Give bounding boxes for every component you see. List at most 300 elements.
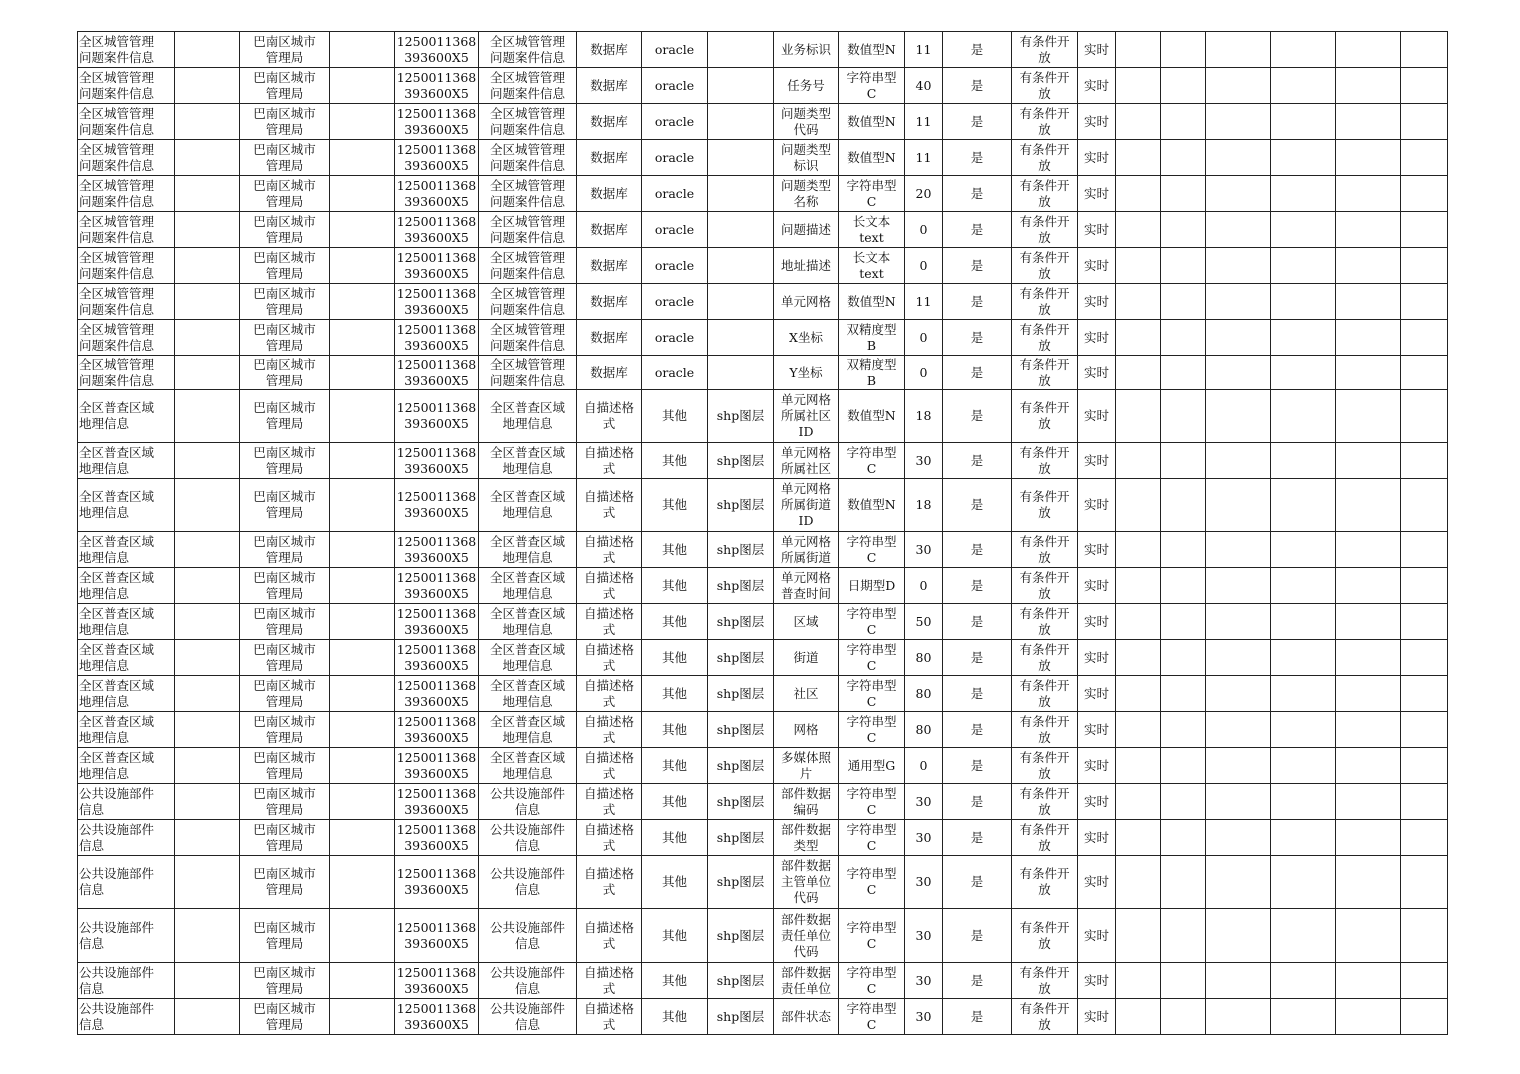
table-cell bbox=[175, 140, 240, 176]
table-cell bbox=[1336, 676, 1401, 712]
table-cell bbox=[1336, 248, 1401, 284]
table-cell: 有条件开 放 bbox=[1012, 176, 1078, 212]
table-cell bbox=[1116, 140, 1161, 176]
table-row bbox=[78, 140, 1448, 176]
table-cell bbox=[1336, 212, 1401, 248]
table-cell: 1250011368 393600X5 bbox=[395, 443, 479, 479]
table-cell bbox=[175, 479, 240, 532]
table-cell: 实时 bbox=[1078, 104, 1116, 140]
table-cell: 有条件开 放 bbox=[1012, 532, 1078, 568]
table-cell bbox=[1401, 532, 1448, 568]
table-cell: 有条件开 放 bbox=[1012, 820, 1078, 856]
table-cell: 全区城管管理 问题案件信息 bbox=[479, 320, 577, 356]
table-cell bbox=[175, 909, 240, 963]
table-cell: 问题类型 名称 bbox=[774, 176, 839, 212]
table-cell: 1250011368 393600X5 bbox=[395, 176, 479, 212]
table-cell: 巴南区城市 管理局 bbox=[240, 712, 330, 748]
table-cell bbox=[1401, 68, 1448, 104]
table-cell bbox=[1336, 856, 1401, 909]
table-cell: 实时 bbox=[1078, 32, 1116, 68]
table-cell: 全区城管管理 问题案件信息 bbox=[78, 248, 175, 284]
table-cell bbox=[1401, 390, 1448, 443]
table-cell bbox=[708, 356, 774, 390]
table-cell bbox=[330, 479, 395, 532]
table-cell: shp图层 bbox=[708, 820, 774, 856]
table-cell: 80 bbox=[905, 640, 943, 676]
table-cell bbox=[1161, 176, 1206, 212]
table-cell bbox=[1401, 176, 1448, 212]
table-cell bbox=[1206, 284, 1271, 320]
table-cell: 全区普查区域 地理信息 bbox=[479, 568, 577, 604]
table-cell: 巴南区城市 管理局 bbox=[240, 748, 330, 784]
table-cell: 11 bbox=[905, 32, 943, 68]
table-cell: 字符串型 C bbox=[839, 909, 905, 963]
table-cell bbox=[175, 604, 240, 640]
table-cell: shp图层 bbox=[708, 443, 774, 479]
table-cell bbox=[1161, 212, 1206, 248]
table-cell: 巴南区城市 管理局 bbox=[240, 479, 330, 532]
table-cell: 实时 bbox=[1078, 320, 1116, 356]
table-cell: 18 bbox=[905, 479, 943, 532]
table-cell: shp图层 bbox=[708, 856, 774, 909]
table-cell: 有条件开 放 bbox=[1012, 68, 1078, 104]
table-row bbox=[78, 248, 1448, 284]
table-cell: 问题类型 代码 bbox=[774, 104, 839, 140]
table-cell: 部件数据 责任单位 bbox=[774, 963, 839, 999]
table-cell: 其他 bbox=[642, 604, 708, 640]
table-cell: 自描述格 式 bbox=[577, 712, 642, 748]
table-cell: 是 bbox=[943, 963, 1012, 999]
table-cell bbox=[175, 963, 240, 999]
table-cell: 有条件开 放 bbox=[1012, 712, 1078, 748]
table-cell: 公共设施部件 信息 bbox=[78, 999, 175, 1035]
table-cell: 其他 bbox=[642, 532, 708, 568]
table-cell bbox=[1271, 248, 1336, 284]
table-cell bbox=[1206, 999, 1271, 1035]
table-cell bbox=[1116, 104, 1161, 140]
table-cell bbox=[1336, 784, 1401, 820]
table-cell: 30 bbox=[905, 999, 943, 1035]
table-cell bbox=[1336, 356, 1401, 390]
table-cell: 实时 bbox=[1078, 748, 1116, 784]
table-cell: 单元网格 所属街道 bbox=[774, 532, 839, 568]
table-body bbox=[78, 32, 1448, 1035]
table-cell: 全区普查区域 地理信息 bbox=[479, 390, 577, 443]
table-cell: 1250011368 393600X5 bbox=[395, 356, 479, 390]
table-cell bbox=[330, 784, 395, 820]
table-row bbox=[78, 443, 1448, 479]
table-row bbox=[78, 32, 1448, 68]
table-cell bbox=[175, 212, 240, 248]
table-cell: 是 bbox=[943, 640, 1012, 676]
table-cell: 是 bbox=[943, 748, 1012, 784]
table-cell bbox=[1206, 140, 1271, 176]
table-cell: 数据库 bbox=[577, 212, 642, 248]
table-cell bbox=[330, 140, 395, 176]
table-cell bbox=[1206, 248, 1271, 284]
table-cell: 巴南区城市 管理局 bbox=[240, 999, 330, 1035]
table-cell: 巴南区城市 管理局 bbox=[240, 390, 330, 443]
table-cell bbox=[1206, 443, 1271, 479]
table-cell: 是 bbox=[943, 176, 1012, 212]
table-cell bbox=[1116, 640, 1161, 676]
table-cell: 1250011368 393600X5 bbox=[395, 320, 479, 356]
table-cell bbox=[1271, 443, 1336, 479]
table-cell: 1250011368 393600X5 bbox=[395, 479, 479, 532]
table-cell bbox=[1336, 68, 1401, 104]
table-cell: 字符串型 C bbox=[839, 676, 905, 712]
table-cell: 部件数据 主管单位 代码 bbox=[774, 856, 839, 909]
table-cell: 是 bbox=[943, 479, 1012, 532]
table-cell bbox=[1206, 748, 1271, 784]
table-cell bbox=[1271, 820, 1336, 856]
table-cell: 公共设施部件 信息 bbox=[479, 820, 577, 856]
table-row bbox=[78, 856, 1448, 909]
table-cell bbox=[1336, 532, 1401, 568]
table-cell bbox=[708, 212, 774, 248]
table-row bbox=[78, 820, 1448, 856]
table-cell bbox=[1161, 356, 1206, 390]
table-cell bbox=[1116, 212, 1161, 248]
table-cell: 字符串型 C bbox=[839, 604, 905, 640]
table-cell: 全区城管管理 问题案件信息 bbox=[78, 68, 175, 104]
table-cell bbox=[1116, 176, 1161, 212]
table-cell bbox=[1401, 604, 1448, 640]
table-cell: 数值型N bbox=[839, 104, 905, 140]
table-cell: 网格 bbox=[774, 712, 839, 748]
table-cell: 全区城管管理 问题案件信息 bbox=[479, 32, 577, 68]
table-cell: oracle bbox=[642, 284, 708, 320]
table-cell: shp图层 bbox=[708, 568, 774, 604]
table-cell bbox=[708, 104, 774, 140]
table-cell: 18 bbox=[905, 390, 943, 443]
table-cell: 全区普查区域 地理信息 bbox=[78, 390, 175, 443]
table-cell bbox=[1206, 176, 1271, 212]
table-cell: 其他 bbox=[642, 999, 708, 1035]
table-cell bbox=[175, 32, 240, 68]
table-cell: 实时 bbox=[1078, 820, 1116, 856]
table-cell: 公共设施部件 信息 bbox=[479, 784, 577, 820]
table-cell: 0 bbox=[905, 356, 943, 390]
table-cell: 实时 bbox=[1078, 356, 1116, 390]
table-cell: 0 bbox=[905, 212, 943, 248]
table-cell: 其他 bbox=[642, 748, 708, 784]
table-cell: 实时 bbox=[1078, 604, 1116, 640]
table-cell: 自描述格 式 bbox=[577, 390, 642, 443]
table-cell bbox=[1336, 640, 1401, 676]
table-cell: 全区普查区域 地理信息 bbox=[78, 712, 175, 748]
table-cell: 自描述格 式 bbox=[577, 676, 642, 712]
table-cell: 自描述格 式 bbox=[577, 479, 642, 532]
table-cell bbox=[1206, 604, 1271, 640]
table-cell bbox=[1271, 712, 1336, 748]
table-cell: 实时 bbox=[1078, 963, 1116, 999]
table-row bbox=[78, 604, 1448, 640]
table-cell: 全区普查区域 地理信息 bbox=[479, 712, 577, 748]
table-cell bbox=[175, 104, 240, 140]
table-cell: 公共设施部件 信息 bbox=[78, 856, 175, 909]
table-cell bbox=[1401, 856, 1448, 909]
table-cell: 实时 bbox=[1078, 176, 1116, 212]
table-cell bbox=[175, 568, 240, 604]
table-cell: 部件数据 类型 bbox=[774, 820, 839, 856]
table-cell: 字符串型 C bbox=[839, 820, 905, 856]
table-cell: 实时 bbox=[1078, 784, 1116, 820]
table-cell: 长文本 text bbox=[839, 248, 905, 284]
table-cell: 是 bbox=[943, 820, 1012, 856]
table-cell: 巴南区城市 管理局 bbox=[240, 856, 330, 909]
table-cell: 1250011368 393600X5 bbox=[395, 640, 479, 676]
table-cell: 30 bbox=[905, 820, 943, 856]
table-cell: 其他 bbox=[642, 676, 708, 712]
table-cell: 是 bbox=[943, 104, 1012, 140]
table-cell bbox=[1206, 640, 1271, 676]
table-cell: 字符串型 C bbox=[839, 856, 905, 909]
table-cell: 巴南区城市 管理局 bbox=[240, 443, 330, 479]
table-cell: 全区城管管理 问题案件信息 bbox=[78, 356, 175, 390]
table-cell: 数据库 bbox=[577, 320, 642, 356]
table-cell: 20 bbox=[905, 176, 943, 212]
table-cell bbox=[175, 390, 240, 443]
table-cell bbox=[1271, 140, 1336, 176]
table-cell bbox=[1401, 140, 1448, 176]
table-cell: 1250011368 393600X5 bbox=[395, 248, 479, 284]
table-cell: 其他 bbox=[642, 443, 708, 479]
table-cell: 有条件开 放 bbox=[1012, 909, 1078, 963]
table-cell bbox=[708, 284, 774, 320]
table-cell bbox=[1116, 320, 1161, 356]
table-cell bbox=[330, 443, 395, 479]
table-cell: 全区城管管理 问题案件信息 bbox=[479, 248, 577, 284]
table-cell: 是 bbox=[943, 140, 1012, 176]
table-cell: 有条件开 放 bbox=[1012, 140, 1078, 176]
table-cell: 公共设施部件 信息 bbox=[479, 963, 577, 999]
table-cell bbox=[1271, 604, 1336, 640]
table-cell: 巴南区城市 管理局 bbox=[240, 640, 330, 676]
table-cell: shp图层 bbox=[708, 748, 774, 784]
table-cell bbox=[708, 176, 774, 212]
table-cell bbox=[1116, 676, 1161, 712]
table-cell bbox=[175, 320, 240, 356]
table-cell: 巴南区城市 管理局 bbox=[240, 104, 330, 140]
table-cell: 有条件开 放 bbox=[1012, 212, 1078, 248]
table-cell: 是 bbox=[943, 856, 1012, 909]
table-cell bbox=[330, 640, 395, 676]
table-cell: 公共设施部件 信息 bbox=[78, 963, 175, 999]
table-row bbox=[78, 784, 1448, 820]
table-cell: shp图层 bbox=[708, 676, 774, 712]
table-cell: 是 bbox=[943, 212, 1012, 248]
table-cell: 数值型N bbox=[839, 479, 905, 532]
table-cell bbox=[1116, 356, 1161, 390]
table-cell bbox=[1161, 568, 1206, 604]
table-cell: shp图层 bbox=[708, 784, 774, 820]
table-cell: 有条件开 放 bbox=[1012, 479, 1078, 532]
table-cell: oracle bbox=[642, 356, 708, 390]
table-cell: 其他 bbox=[642, 390, 708, 443]
table-cell: 全区普查区域 地理信息 bbox=[479, 604, 577, 640]
table-cell bbox=[175, 784, 240, 820]
table-cell: 自描述格 式 bbox=[577, 568, 642, 604]
table-cell: 1250011368 393600X5 bbox=[395, 909, 479, 963]
table-cell bbox=[330, 604, 395, 640]
table-cell bbox=[708, 140, 774, 176]
table-cell: 11 bbox=[905, 284, 943, 320]
table-cell bbox=[330, 356, 395, 390]
table-cell: 其他 bbox=[642, 856, 708, 909]
table-cell bbox=[1161, 68, 1206, 104]
table-cell: 有条件开 放 bbox=[1012, 640, 1078, 676]
table-cell: 11 bbox=[905, 104, 943, 140]
table-cell bbox=[1401, 963, 1448, 999]
table-cell: oracle bbox=[642, 140, 708, 176]
table-cell: shp图层 bbox=[708, 390, 774, 443]
table-row bbox=[78, 356, 1448, 390]
table-cell: 实时 bbox=[1078, 284, 1116, 320]
table-cell bbox=[1206, 963, 1271, 999]
table-cell: 实时 bbox=[1078, 532, 1116, 568]
table-cell: 30 bbox=[905, 963, 943, 999]
table-cell: 有条件开 放 bbox=[1012, 748, 1078, 784]
table-cell: 任务号 bbox=[774, 68, 839, 104]
table-cell: 数值型N bbox=[839, 284, 905, 320]
table-cell: 自描述格 式 bbox=[577, 748, 642, 784]
table-cell: 是 bbox=[943, 284, 1012, 320]
table-cell bbox=[1206, 909, 1271, 963]
table-cell: 全区普查区域 地理信息 bbox=[78, 532, 175, 568]
table-cell: 字符串型 C bbox=[839, 712, 905, 748]
table-cell: 40 bbox=[905, 68, 943, 104]
table-cell bbox=[1401, 909, 1448, 963]
table-cell: 街道 bbox=[774, 640, 839, 676]
table-cell: oracle bbox=[642, 32, 708, 68]
table-cell: 多媒体照 片 bbox=[774, 748, 839, 784]
table-cell bbox=[1401, 104, 1448, 140]
table-cell bbox=[1336, 104, 1401, 140]
table-cell: oracle bbox=[642, 212, 708, 248]
table-cell bbox=[1271, 748, 1336, 784]
table-cell bbox=[330, 963, 395, 999]
table-cell: 30 bbox=[905, 784, 943, 820]
table-cell: 全区普查区域 地理信息 bbox=[78, 568, 175, 604]
table-row bbox=[78, 284, 1448, 320]
table-cell: 实时 bbox=[1078, 909, 1116, 963]
table-cell: 实时 bbox=[1078, 68, 1116, 104]
table-cell bbox=[1271, 640, 1336, 676]
table-cell bbox=[1336, 176, 1401, 212]
table-cell: 是 bbox=[943, 356, 1012, 390]
table-row bbox=[78, 676, 1448, 712]
table-cell: 1250011368 393600X5 bbox=[395, 856, 479, 909]
table-cell bbox=[708, 320, 774, 356]
table-cell: 巴南区城市 管理局 bbox=[240, 676, 330, 712]
table-cell: 有条件开 放 bbox=[1012, 963, 1078, 999]
table-cell: 字符串型 C bbox=[839, 176, 905, 212]
table-cell bbox=[1271, 676, 1336, 712]
table-cell: 50 bbox=[905, 604, 943, 640]
table-cell: 双精度型 B bbox=[839, 320, 905, 356]
table-cell: 自描述格 式 bbox=[577, 443, 642, 479]
table-cell bbox=[1161, 443, 1206, 479]
table-cell: 1250011368 393600X5 bbox=[395, 604, 479, 640]
table-cell: 问题描述 bbox=[774, 212, 839, 248]
table-cell: 0 bbox=[905, 748, 943, 784]
table-cell: 实时 bbox=[1078, 479, 1116, 532]
table-cell: 30 bbox=[905, 532, 943, 568]
table-cell bbox=[1401, 784, 1448, 820]
table-cell bbox=[175, 748, 240, 784]
table-cell bbox=[1206, 390, 1271, 443]
table-cell: oracle bbox=[642, 248, 708, 284]
table-cell: 数据库 bbox=[577, 140, 642, 176]
table-cell: 全区普查区域 地理信息 bbox=[479, 443, 577, 479]
table-cell: 公共设施部件 信息 bbox=[479, 856, 577, 909]
table-cell bbox=[1116, 32, 1161, 68]
table-row bbox=[78, 68, 1448, 104]
table-cell bbox=[1336, 140, 1401, 176]
table-cell: 全区城管管理 问题案件信息 bbox=[78, 176, 175, 212]
table-cell: 有条件开 放 bbox=[1012, 784, 1078, 820]
table-cell bbox=[1161, 856, 1206, 909]
table-cell: 自描述格 式 bbox=[577, 532, 642, 568]
table-cell: 巴南区城市 管理局 bbox=[240, 784, 330, 820]
table-cell bbox=[175, 176, 240, 212]
table-cell: 巴南区城市 管理局 bbox=[240, 963, 330, 999]
table-cell: 0 bbox=[905, 248, 943, 284]
table-cell bbox=[175, 676, 240, 712]
table-cell bbox=[1336, 443, 1401, 479]
table-cell: 全区城管管理 问题案件信息 bbox=[479, 176, 577, 212]
table-cell: 1250011368 393600X5 bbox=[395, 963, 479, 999]
table-cell bbox=[1116, 748, 1161, 784]
table-cell bbox=[1116, 784, 1161, 820]
table-cell: 全区普查区域 地理信息 bbox=[479, 676, 577, 712]
table-cell: 11 bbox=[905, 140, 943, 176]
table-cell: 是 bbox=[943, 248, 1012, 284]
table-row bbox=[78, 479, 1448, 532]
table-cell: 全区普查区域 地理信息 bbox=[479, 479, 577, 532]
table-cell bbox=[1116, 712, 1161, 748]
table-cell bbox=[1161, 532, 1206, 568]
table-cell: 字符串型 C bbox=[839, 532, 905, 568]
table-cell bbox=[1401, 820, 1448, 856]
table-cell bbox=[1336, 284, 1401, 320]
table-cell: 数据库 bbox=[577, 176, 642, 212]
table-cell: 数据库 bbox=[577, 356, 642, 390]
table-cell bbox=[1206, 568, 1271, 604]
table-cell bbox=[1116, 856, 1161, 909]
table-row bbox=[78, 999, 1448, 1035]
table-cell bbox=[175, 999, 240, 1035]
table-cell: 全区普查区域 地理信息 bbox=[78, 676, 175, 712]
table-cell: oracle bbox=[642, 104, 708, 140]
table-cell: 全区城管管理 问题案件信息 bbox=[479, 68, 577, 104]
table-cell bbox=[1271, 68, 1336, 104]
table-cell: 公共设施部件 信息 bbox=[78, 820, 175, 856]
table-cell: 全区城管管理 问题案件信息 bbox=[78, 104, 175, 140]
table-cell bbox=[1336, 999, 1401, 1035]
table-cell: shp图层 bbox=[708, 532, 774, 568]
table-cell bbox=[330, 532, 395, 568]
table-cell: 巴南区城市 管理局 bbox=[240, 568, 330, 604]
table-cell bbox=[1161, 676, 1206, 712]
table-cell: 实时 bbox=[1078, 640, 1116, 676]
table-cell: 巴南区城市 管理局 bbox=[240, 32, 330, 68]
table-cell bbox=[330, 856, 395, 909]
table-cell: 其他 bbox=[642, 712, 708, 748]
table-cell: 1250011368 393600X5 bbox=[395, 712, 479, 748]
table-cell: 巴南区城市 管理局 bbox=[240, 248, 330, 284]
